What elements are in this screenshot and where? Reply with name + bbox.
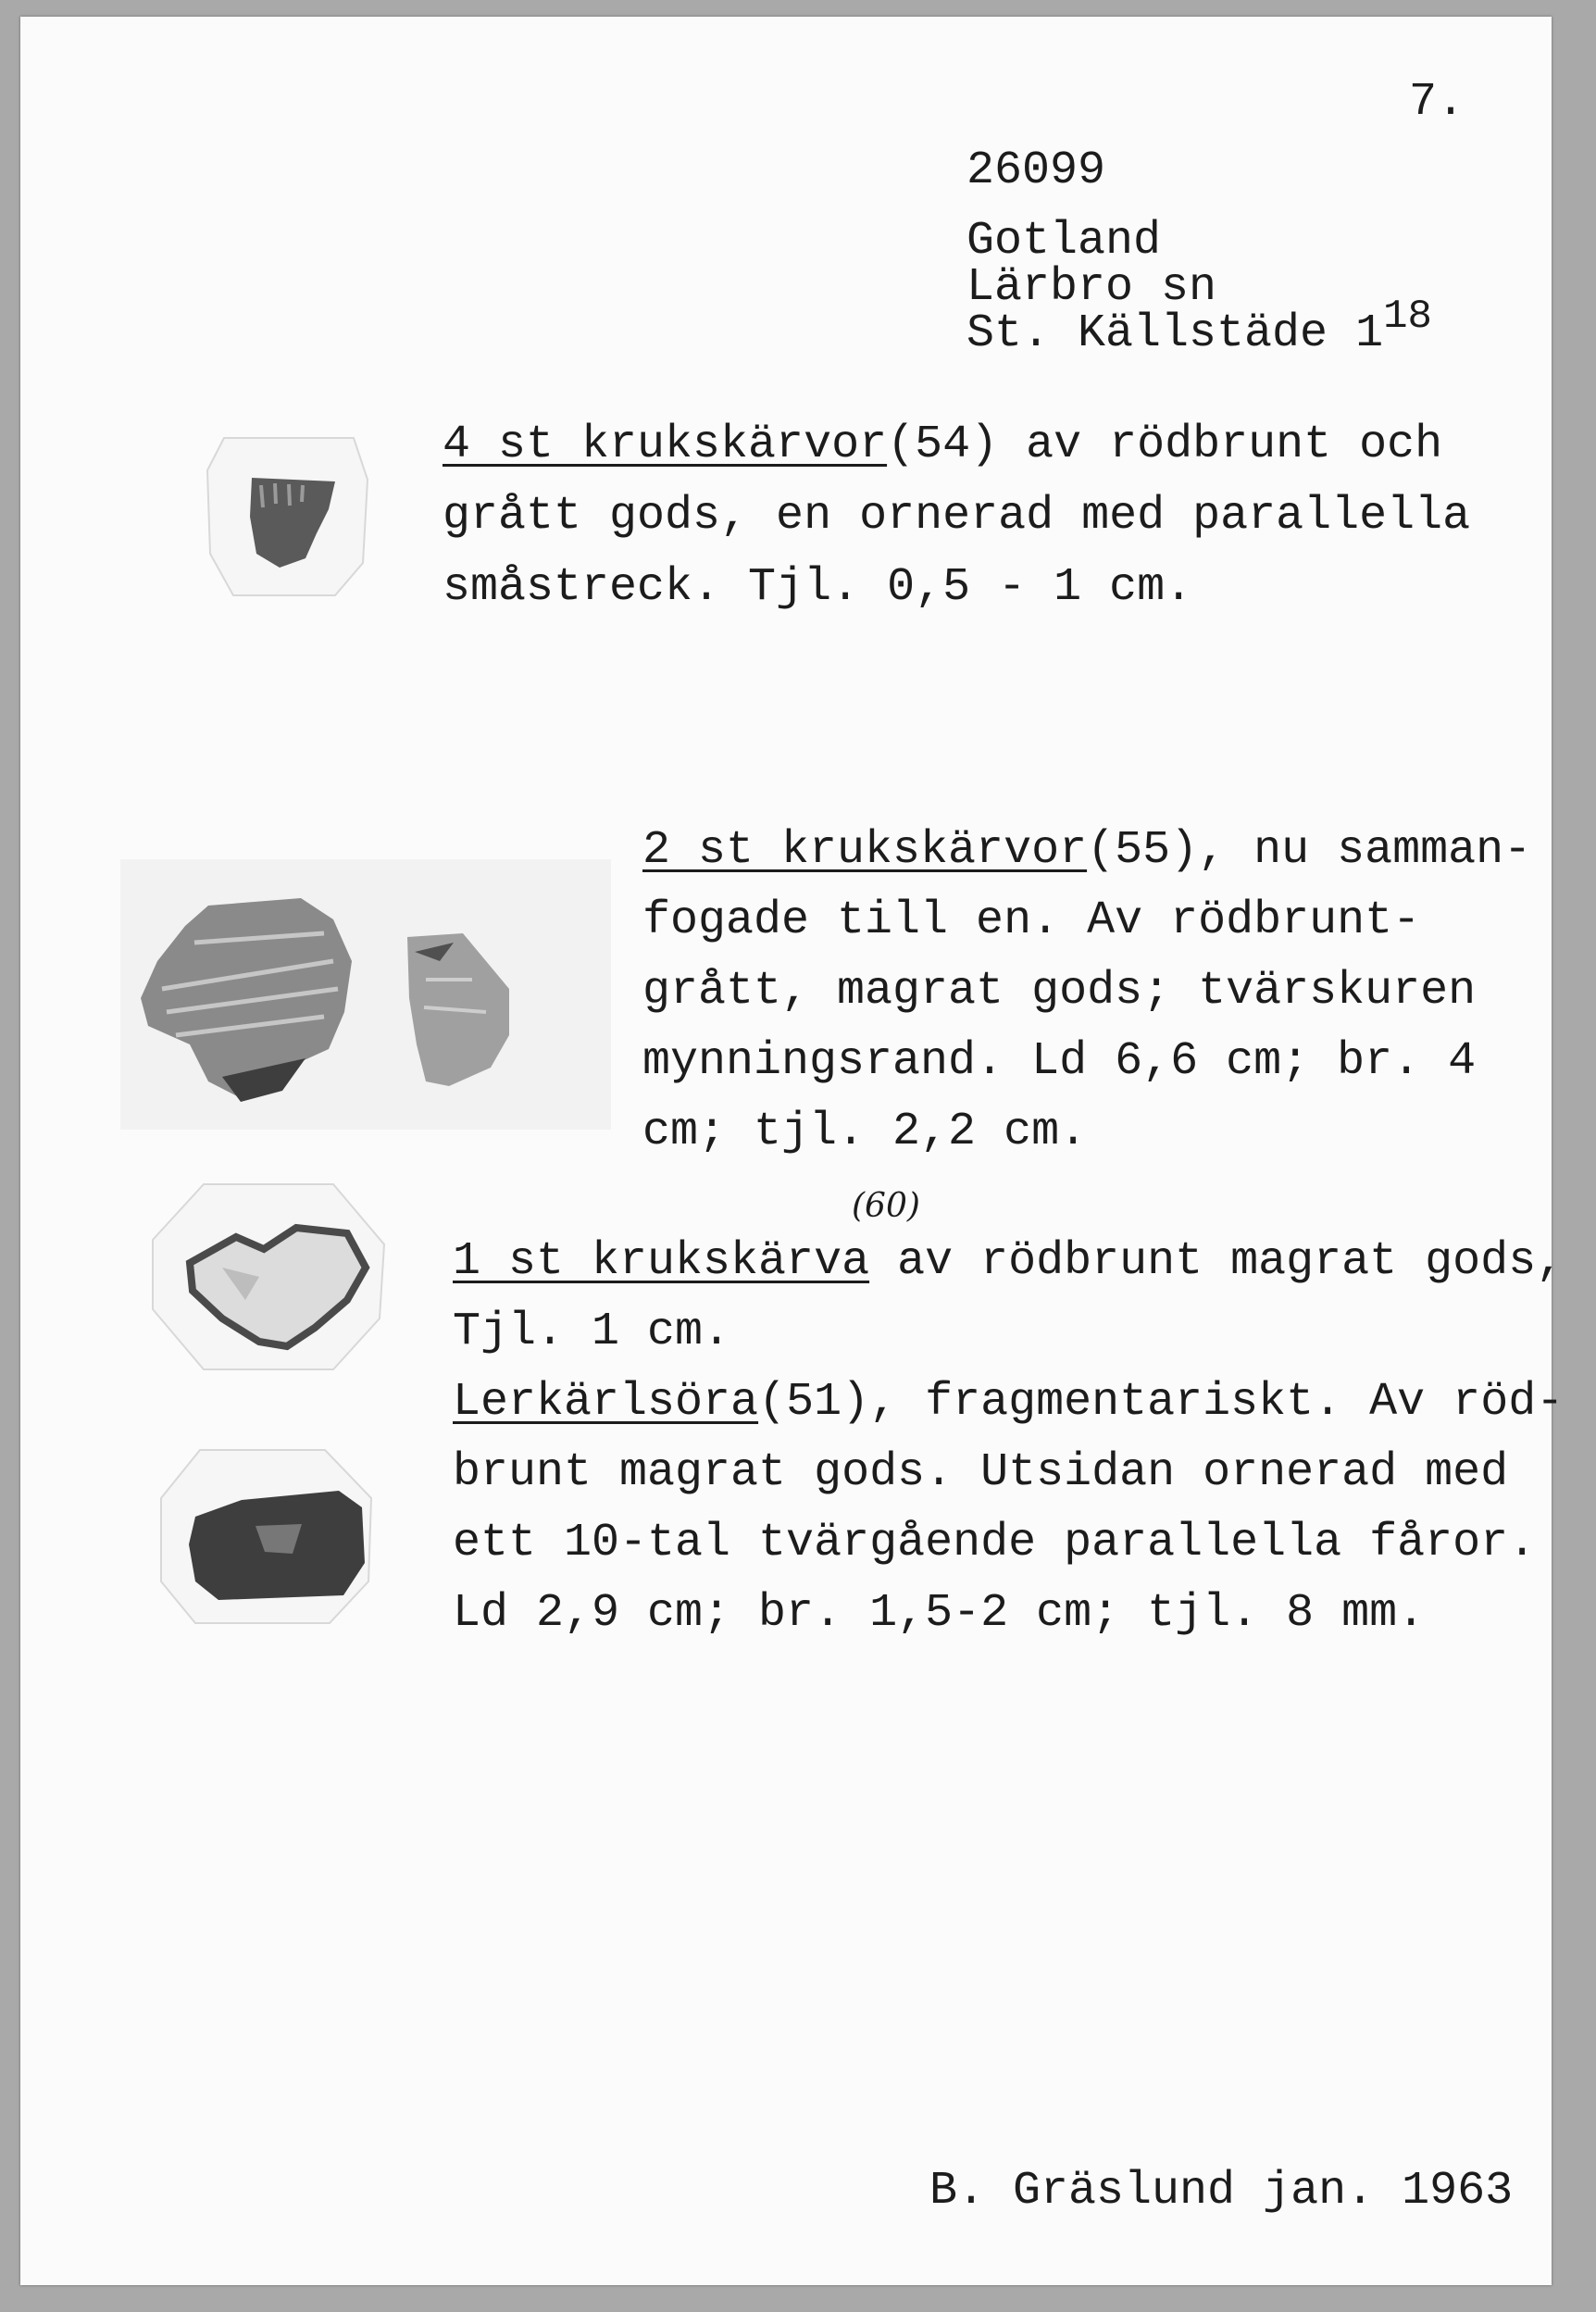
entry-4-line-4: Ld 2,9 cm; br. 1,5-2 cm; tjl. 8 mm. xyxy=(453,1587,1426,1640)
entry-4-line-2: brunt magrat gods. Utsidan ornerad med xyxy=(453,1446,1509,1499)
entry-2-line-2: fogade till en. Av rödbrunt- xyxy=(642,894,1421,947)
entry-4-line-1: Lerkärlsöra(51), fragmentariskt. Av röd- xyxy=(453,1376,1565,1429)
sherd-photo-3 xyxy=(148,1180,389,1374)
catalog-number: 26099 xyxy=(966,144,1106,197)
entry-2-line-4: mynningsrand. Ld 6,6 cm; br. 4 xyxy=(642,1035,1477,1088)
entry-2-line-1: 2 st krukskärvor(55), nu samman- xyxy=(642,824,1532,877)
entry-1-line-3: småstreck. Tjl. 0,5 - 1 cm. xyxy=(443,561,1193,614)
entry-3-lead: 1 st krukskärva xyxy=(453,1235,870,1288)
page-number: 7. xyxy=(1409,76,1465,129)
entry-2-line-3: grått, magrat gods; tvärskuren xyxy=(642,965,1477,1018)
sherd-photo-4 xyxy=(154,1443,376,1628)
parish: Lärbro sn xyxy=(966,261,1217,314)
entry-3-line-1: 1 st krukskärva av rödbrunt magrat gods, xyxy=(453,1235,1565,1288)
sherd-photo-2 xyxy=(120,859,611,1130)
site-superscript: 18 xyxy=(1383,294,1432,340)
entry-2-lead: 2 st krukskärvor xyxy=(642,824,1088,877)
handwritten-number: (60) xyxy=(852,1187,920,1225)
entry-1-lead: 4 st krukskärvor xyxy=(443,419,888,471)
site-name: St. Källstäde 1 xyxy=(966,307,1384,360)
entry-1-line-2: grått gods, en ornerad med parallella xyxy=(443,490,1471,543)
site xyxy=(966,294,1432,360)
province: Gotland xyxy=(966,215,1162,268)
author-date: B. Gräslund jan. 1963 xyxy=(929,2165,1514,2218)
entry-1-line-1: 4 st krukskärvor(54) av rödbrunt och xyxy=(443,419,1443,471)
entry-4-lead: Lerkärlsöra xyxy=(453,1376,759,1429)
catalog-card xyxy=(20,17,1565,2285)
entry-3-line-2: Tjl. 1 cm. xyxy=(453,1306,731,1358)
entry-2-line-5: cm; tjl. 2,2 cm. xyxy=(642,1106,1088,1158)
entry-4-line-3: ett 10-tal tvärgående parallella fåror. xyxy=(453,1517,1537,1569)
sherd-photo-1 xyxy=(196,424,381,609)
